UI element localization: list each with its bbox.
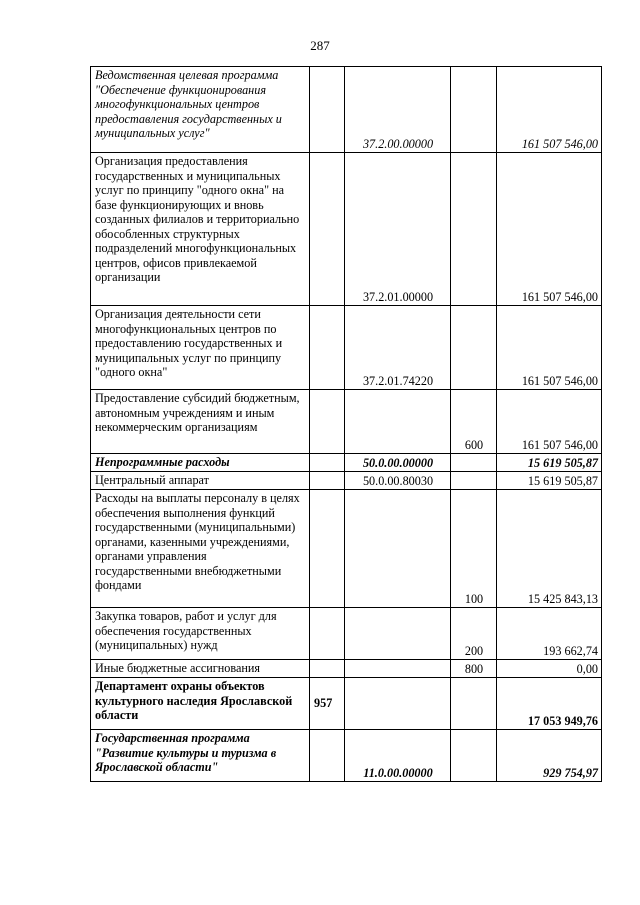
- row-amount: 193 662,74: [497, 608, 602, 660]
- row-target-code: 37.2.01.74220: [345, 306, 451, 390]
- row-target-code: [345, 660, 451, 678]
- budget-table-body: [91, 67, 602, 782]
- row-name: Организация деятельности сети многофункциональных центров по предоставлению государственных и муниципальных услуг по принципу "одного окна": [91, 306, 310, 390]
- row-name: Иные бюджетные ассигнования: [91, 660, 310, 678]
- row-expense-type: 600: [451, 390, 497, 454]
- row-expense-type: [451, 306, 497, 390]
- row-amount: 161 507 546,00: [497, 153, 602, 306]
- row-amount: 161 507 546,00: [497, 390, 602, 454]
- row-dept-code: [310, 390, 345, 454]
- row-name: Непрограммные расходы: [91, 454, 310, 472]
- row-amount: 15 619 505,87: [497, 454, 602, 472]
- table-row: [91, 67, 602, 153]
- row-dept-code: [310, 306, 345, 390]
- table-row: [91, 472, 602, 490]
- row-expense-type: [451, 730, 497, 782]
- row-name: Расходы на выплаты персоналу в целях обеспечения выполнения функций государственными (муниципальными) органами, казенными учреждениями, органами управления государственными внебюджетными фондами: [91, 490, 310, 608]
- row-target-code: 37.2.00.00000: [345, 67, 451, 153]
- row-amount: 0,00: [497, 660, 602, 678]
- row-name: Закупка товаров, работ и услуг для обеспечения государственных (муниципальных) нужд: [91, 608, 310, 660]
- row-name: Центральный аппарат: [91, 472, 310, 490]
- row-dept-code: [310, 454, 345, 472]
- table-row: [91, 390, 602, 454]
- row-name: Предоставление субсидий бюджетным, автономным учреждениям и иным некоммерческим организациям: [91, 390, 310, 454]
- row-dept-code: 957: [310, 678, 345, 730]
- row-expense-type: 800: [451, 660, 497, 678]
- row-dept-code: [310, 67, 345, 153]
- row-name: Государственная программа "Развитие культуры и туризма в Ярославской области": [91, 730, 310, 782]
- row-expense-type: [451, 67, 497, 153]
- table-row: [91, 306, 602, 390]
- row-amount: 929 754,97: [497, 730, 602, 782]
- page-number: 287: [310, 38, 330, 53]
- row-dept-code: [310, 730, 345, 782]
- row-expense-type: [451, 454, 497, 472]
- row-target-code: 37.2.01.00000: [345, 153, 451, 306]
- row-expense-type: 100: [451, 490, 497, 608]
- row-name: Ведомственная целевая программа "Обеспечение функционирования многофункциональных центров предоставления государственных и муниципальных услуг": [91, 67, 310, 153]
- row-target-code: [345, 608, 451, 660]
- row-target-code: 11.0.00.00000: [345, 730, 451, 782]
- row-dept-code: [310, 472, 345, 490]
- row-target-code: 50.0.00.00000: [345, 454, 451, 472]
- row-dept-code: [310, 660, 345, 678]
- table-row: [91, 660, 602, 678]
- table-row: [91, 730, 602, 782]
- table-row: [91, 490, 602, 608]
- table-row: [91, 608, 602, 660]
- row-name: Департамент охраны объектов культурного наследия Ярославской области: [91, 678, 310, 730]
- table-row: [91, 678, 602, 730]
- row-amount: 161 507 546,00: [497, 306, 602, 390]
- row-target-code: 50.0.00.80030: [345, 472, 451, 490]
- row-target-code: [345, 678, 451, 730]
- table-row: [91, 454, 602, 472]
- row-dept-code: [310, 490, 345, 608]
- row-amount: 17 053 949,76: [497, 678, 602, 730]
- table-row: [91, 153, 602, 306]
- row-expense-type: [451, 153, 497, 306]
- row-expense-type: [451, 678, 497, 730]
- row-target-code: [345, 390, 451, 454]
- row-amount: 15 425 843,13: [497, 490, 602, 608]
- row-expense-type: 200: [451, 608, 497, 660]
- row-expense-type: [451, 472, 497, 490]
- row-amount: 161 507 546,00: [497, 67, 602, 153]
- row-amount: 15 619 505,87: [497, 472, 602, 490]
- row-dept-code: [310, 153, 345, 306]
- row-dept-code: [310, 608, 345, 660]
- row-target-code: [345, 490, 451, 608]
- budget-table: [90, 66, 602, 782]
- row-name: Организация предоставления государственных и муниципальных услуг по принципу "одного окна" на базе функционирующих и вновь созданных филиалов и территориально обособленных структурных подразделений многофункциональных центров, офисов привлекаемой организации: [91, 153, 310, 306]
